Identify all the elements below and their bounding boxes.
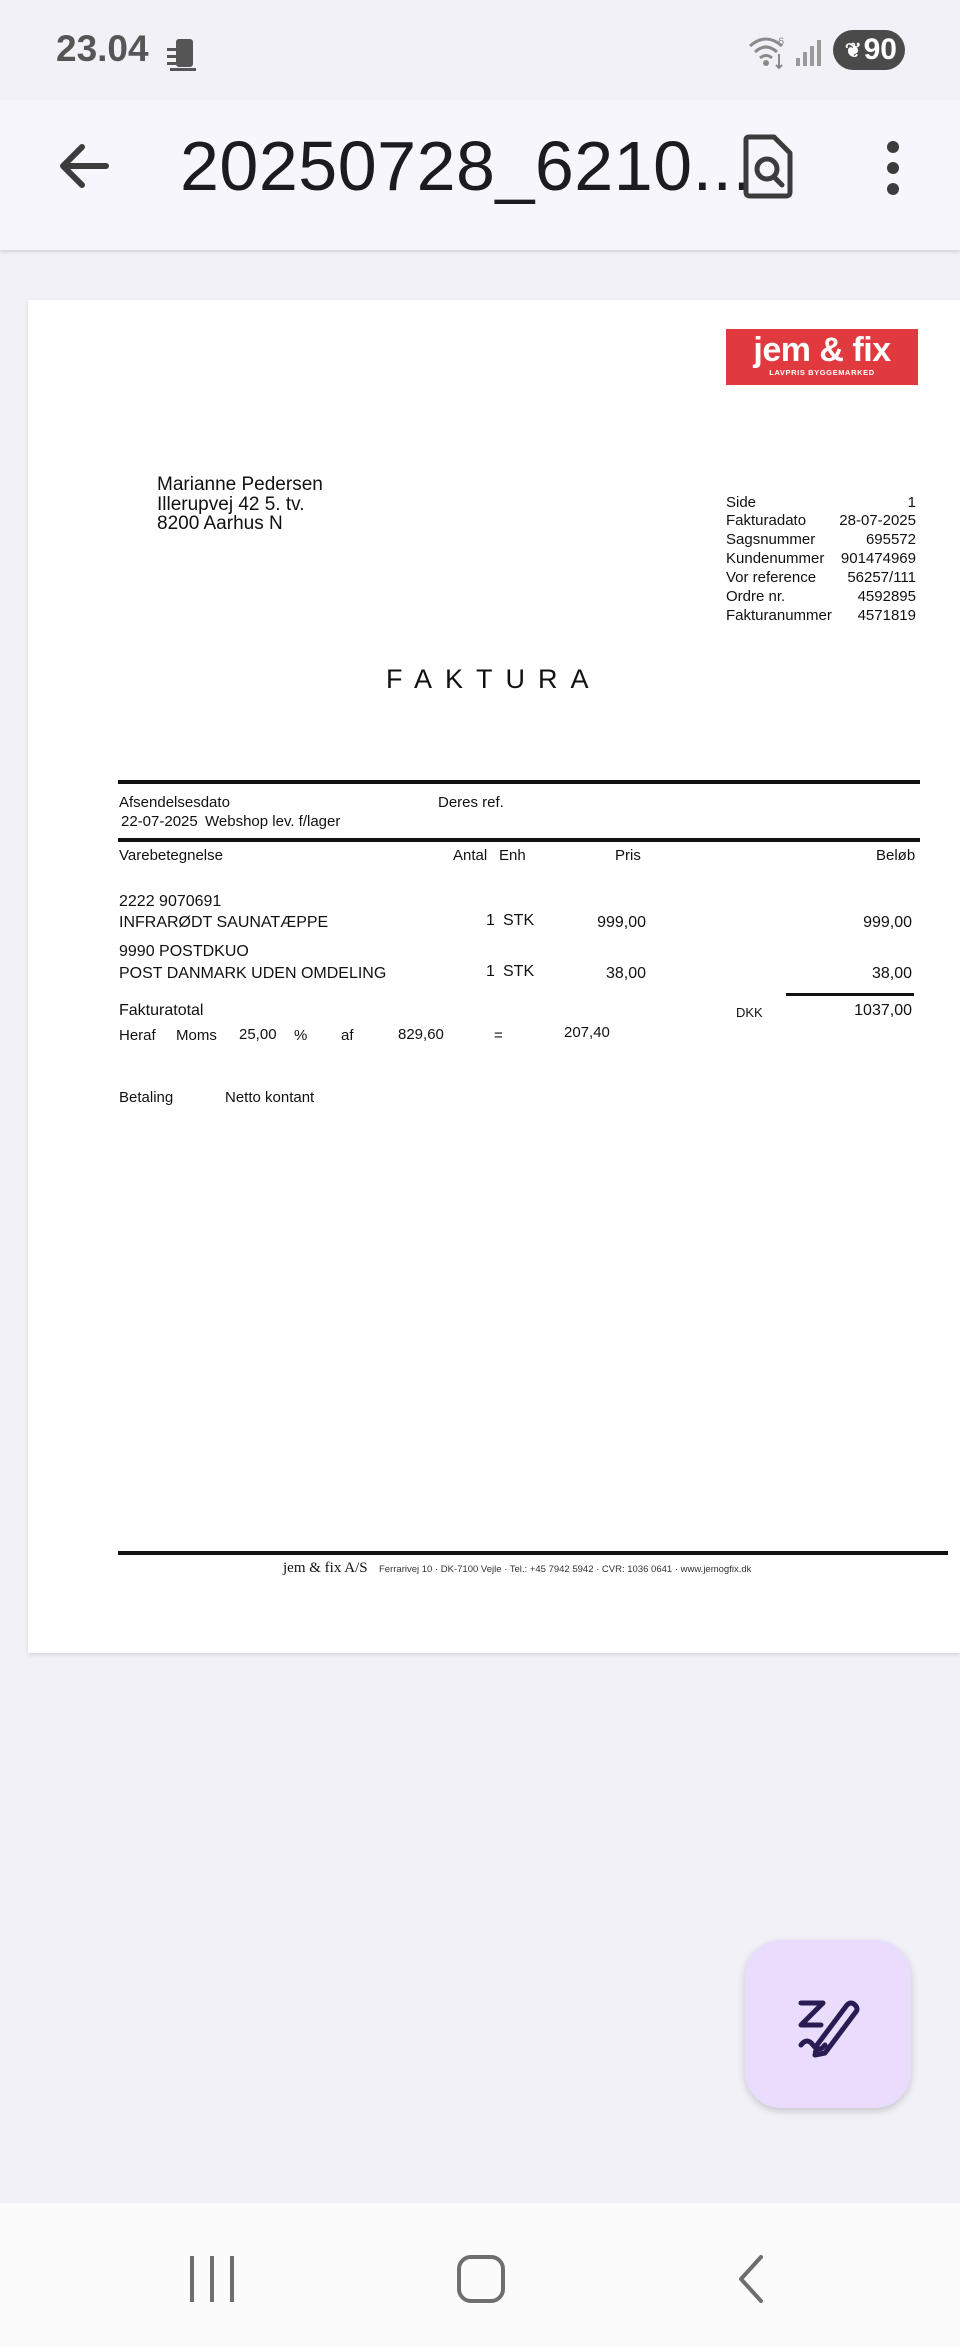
wifi-icon <box>748 34 788 70</box>
brand-logo <box>726 329 918 385</box>
meta-row <box>726 494 916 511</box>
payment-label: Betaling <box>119 1089 174 1106</box>
svg-text:6: 6 <box>778 36 785 48</box>
currency: DKK <box>736 1005 763 1020</box>
meta-label: Fakturadato <box>726 512 807 529</box>
vat-moms: Moms <box>176 1027 217 1044</box>
nav-back-icon[interactable] <box>734 2254 768 2304</box>
status-bar <box>0 0 960 100</box>
footer-company: jem & fix A/S <box>283 1560 368 1576</box>
recent-apps-icon[interactable] <box>186 2254 238 2304</box>
invoice-total: 1037,00 <box>854 1002 912 1019</box>
battery-level: 90 <box>863 33 897 66</box>
line-qty: 1 <box>486 963 495 980</box>
line-amount: 999,00 <box>863 914 912 931</box>
meta-value: 28-07-2025 <box>839 512 916 529</box>
home-icon[interactable] <box>456 2254 506 2304</box>
recipient-city: 8200 Aarhus N <box>157 513 283 534</box>
footer-details: Ferrarivej 10 · DK-7100 Vejle · Tel.: +45 7942 5942 · CVR: 1036 0641 · www.jemogfix.dk <box>379 1564 752 1575</box>
meta-value: 4571819 <box>857 607 916 624</box>
total-rule <box>786 993 914 996</box>
meta-row <box>726 607 916 624</box>
afsendelsesdato-value: 22-07-2025 <box>121 813 198 830</box>
line-unit: STK <box>503 912 535 929</box>
meta-label: Side <box>726 494 757 511</box>
device-notification-icon <box>165 36 201 72</box>
meta-value: 695572 <box>865 531 916 548</box>
col-beloeb: Beløb <box>876 847 916 864</box>
meta-row <box>726 588 916 605</box>
vat-pct: % <box>294 1027 308 1044</box>
divider <box>118 780 920 784</box>
payment-value: Netto kontant <box>225 1089 315 1106</box>
meta-label: Sagsnummer <box>726 531 816 548</box>
meta-value: 901474969 <box>840 550 916 567</box>
line-code: 9990 POSTDKUO <box>119 943 249 960</box>
vat-rate: 25,00 <box>239 1026 277 1043</box>
vat-base: 829,60 <box>398 1026 444 1043</box>
line-description: INFRARØDT SAUNATÆPPE <box>119 914 329 931</box>
logo-text: jem & fix <box>753 331 891 369</box>
meta-row <box>726 550 916 567</box>
arrow-back-icon[interactable] <box>56 138 112 194</box>
vat-eq: = <box>494 1027 503 1044</box>
divider <box>118 838 920 842</box>
battery-indicator <box>833 30 905 70</box>
shipping-method: Webshop lev. f/lager <box>205 813 341 830</box>
deres-ref-label: Deres ref. <box>438 794 504 811</box>
edit-draw-icon <box>793 1989 863 2059</box>
vat-af: af <box>341 1027 354 1044</box>
line-price: 999,00 <box>597 914 646 931</box>
line-code: 2222 9070691 <box>119 893 222 910</box>
status-time: 23.04 <box>56 28 149 69</box>
vat-heraf: Heraf <box>119 1027 156 1044</box>
invoice-title: FAKTURA <box>386 664 602 694</box>
edit-fab-button[interactable] <box>745 1940 911 2108</box>
line-unit: STK <box>503 963 535 980</box>
document-search-icon[interactable] <box>740 134 796 200</box>
col-pris: Pris <box>615 847 641 864</box>
recipient-street: Illerupvej 42 5. tv. <box>157 494 305 515</box>
meta-label: Kundenummer <box>726 550 825 567</box>
meta-label: Fakturanummer <box>726 607 832 624</box>
line-amount: 38,00 <box>871 965 912 982</box>
line-qty: 1 <box>486 912 495 929</box>
total-label: Fakturatotal <box>119 1002 204 1019</box>
meta-row <box>726 512 916 529</box>
col-varebetegnelse: Varebetegnelse <box>119 847 223 864</box>
leaf-icon: ❦ <box>844 39 862 62</box>
meta-value: 1 <box>907 494 916 511</box>
line-price: 38,00 <box>605 965 646 982</box>
meta-row <box>726 569 916 586</box>
meta-row <box>726 531 916 548</box>
vat-amount: 207,40 <box>564 1024 610 1041</box>
col-antal: Antal <box>453 847 488 864</box>
meta-label: Ordre nr. <box>726 588 786 605</box>
col-enh: Enh <box>499 847 526 864</box>
footer-rule <box>118 1551 948 1555</box>
signal-icon <box>795 38 821 66</box>
meta-label: Vor reference <box>726 569 817 586</box>
meta-value: 56257/111 <box>847 569 916 586</box>
line-description: POST DANMARK UDEN OMDELING <box>119 965 387 982</box>
document-title: 20250728_6210... <box>180 127 753 205</box>
logo-tagline: LAVPRIS BYGGEMARKED <box>769 368 875 377</box>
more-vert-icon[interactable] <box>882 140 904 196</box>
recipient-name: Marianne Pedersen <box>157 474 323 495</box>
afsendelsesdato-label: Afsendelsesdato <box>119 794 230 811</box>
meta-value: 4592895 <box>857 588 916 605</box>
